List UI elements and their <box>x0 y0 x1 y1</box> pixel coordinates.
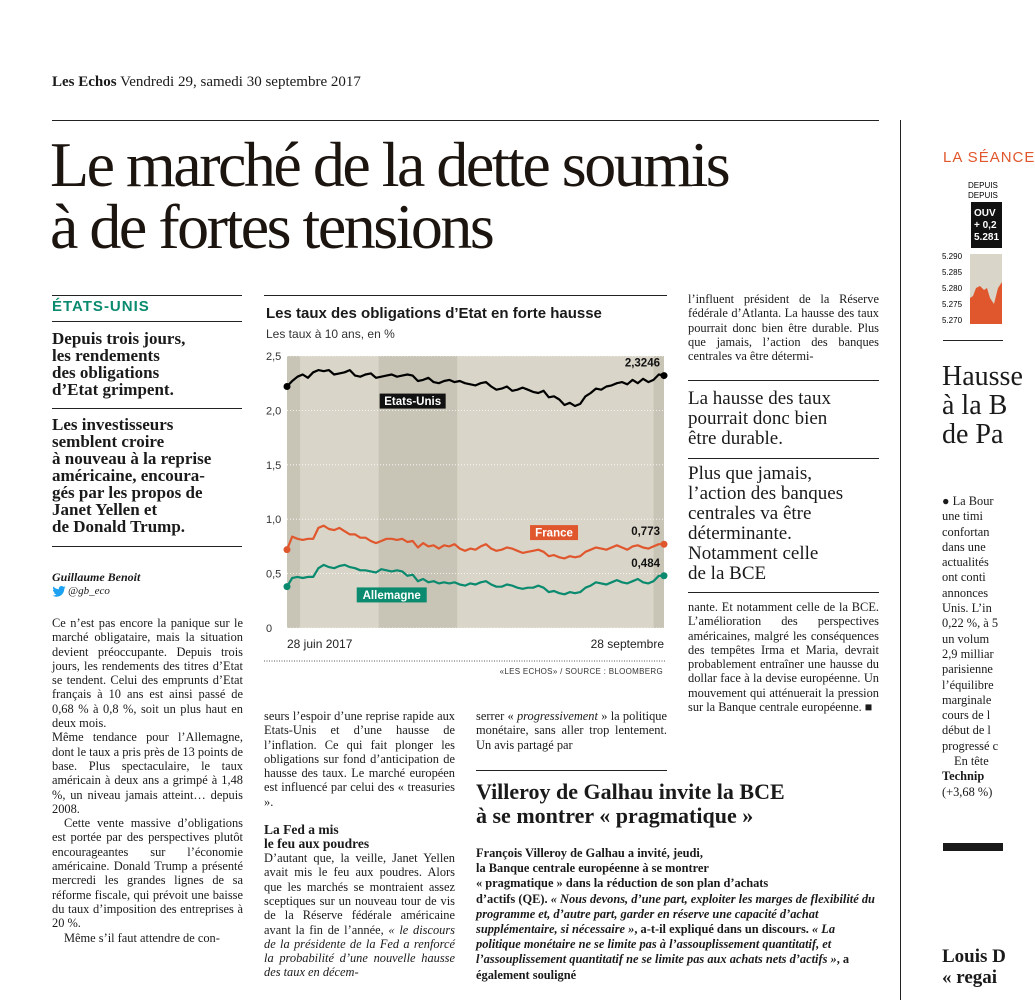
pullquote-line: centrales va être <box>688 503 812 524</box>
article2-body <box>476 846 876 983</box>
article2-headline-line: Villeroy de Galhau invite la BCE <box>476 779 785 804</box>
lead2-line: Janet Yellen et <box>52 500 158 519</box>
lead1-line: des obligations <box>52 363 160 382</box>
right-body-line: 2,9 milliar <box>942 646 994 661</box>
kicker-rule <box>52 295 242 296</box>
right-headline-line: de Pa <box>942 419 1004 450</box>
article-column-1 <box>52 616 243 945</box>
right-headline-line: Hausse <box>942 361 1023 392</box>
article-subhead <box>264 823 455 851</box>
chart-y-tick: 2,0 <box>266 405 282 418</box>
mini-chart-badge-text: OUV <box>974 208 996 219</box>
article-column-3 <box>476 709 667 752</box>
article-column-4-bottom: nante. Et notamment celle de la BCE. L’amélioration des perspectives américaines, malgré les conséquences des tempêtes Irma et Maria, devrait probablement entraîner une hausse du dollar face à la devise européenne. Un mouvement qui atténuerait la pression sur la Banque centrale européenne. ■ <box>688 600 879 715</box>
paragraph: Cette vente massive d’obligations est portée par des perspectives plutôt encourageantes sur l’économie américaine. Donald Trump a présenté mercredi les grandes lignes de sa réforme fiscale, qui prévoit une baisse du taux d’imposition des entreprises à 20 %. <box>52 816 243 931</box>
article2-headline-line: à se montrer « pragmatique » <box>476 803 754 828</box>
pullquote-line: Plus que jamais, <box>688 463 813 484</box>
article2-quote: « Nous devons, d’une part, exploiter les marges de flexibilité du programme et, d’autre part, garder en réserve une capacité d’achat supplémentaire, si nécessaire » <box>476 891 875 937</box>
mini-chart-tick: 5.270 <box>942 316 963 325</box>
pullquote-rule <box>688 458 879 459</box>
subhead-line: La Fed a mis <box>264 822 339 838</box>
article2-text: , a également souligné <box>476 952 850 982</box>
article2-quote: « La politique monétaire ne se limite pas à l’assouplissement quantitatif, et l’assouplissement quantitatif ne se limite pas aux achats nets d’actifs » <box>476 922 837 967</box>
article2-intro-line: « pragmatique » dans la réduction de son plan d’achats <box>476 876 769 891</box>
publication-name: Les Echos <box>52 74 117 90</box>
paragraph: Même tendance pour l’Allemagne, dont le taux a pris près de 13 points de base. Plus spectaculaire, le taux américain à deux ans a grimpé à 1,48 %, un niveau jamais atteint… depuis 2008. <box>52 730 243 816</box>
paragraph-text: serrer « <box>476 709 514 723</box>
twitter-handle: @gb_eco <box>68 585 110 597</box>
column-divider <box>900 120 901 1000</box>
main-headline <box>50 129 890 262</box>
chart-plot-area <box>287 356 664 628</box>
chart-end-point <box>661 372 668 379</box>
right-column-body <box>942 494 1022 800</box>
right-body-line: marginale <box>942 692 992 707</box>
right-body-line: (+3,68 %) <box>942 784 993 799</box>
lead2-line: gés par les propos de <box>52 483 203 502</box>
lead-paragraph-1 <box>52 330 247 398</box>
right-body-line: Technip <box>942 769 985 784</box>
right-body-line: début de l <box>942 723 991 738</box>
chart-y-tick: 0 <box>266 623 273 635</box>
masthead <box>52 74 361 91</box>
chart-top-rule <box>264 295 667 296</box>
lead2-line: Les investisseurs <box>52 415 174 434</box>
chart-title: Les taux des obligations d’Etat en forte hausse <box>266 305 602 322</box>
mini-chart-tick: 5.275 <box>942 300 963 309</box>
chart-source: «LES ECHOS» / SOURCE : BLOOMBERG <box>499 667 663 676</box>
article-column-4-top: l’influent président de la Réserve fédérale d’Atlanta. La hausse des taux pourrait donc bien être durable. Plus que jamais, l’action des banques centrales va être détermi- <box>688 292 879 364</box>
right-headline2-line: Louis D <box>942 946 1006 967</box>
paragraph: seurs l’espoir d’une reprise rapide aux Etats-Unis et d’une hausse de l’inflation. Ce qui fait plonger les obligations sur fond d’anticipation de hausse des taux. Le marché européen est influencé par celui des « treasuries ». <box>264 709 455 809</box>
chart-start-point <box>284 383 291 390</box>
lead1-line: les rendements <box>52 346 160 365</box>
lead2-line: de Donald Trump. <box>52 517 186 536</box>
lead2-line: à nouveau à la reprise <box>52 449 212 468</box>
pullquote-line: l’action des banques <box>688 483 844 504</box>
right-body-line: dans une <box>942 539 986 554</box>
pullquote-line: de la BCE <box>688 563 767 584</box>
chart-end-point <box>661 541 668 548</box>
right-column-headline <box>942 362 1023 449</box>
top-rule <box>52 120 879 121</box>
headline-line-1: Le marché de la dette soumis <box>50 129 729 200</box>
mini-chart-badge-text: 5.281 <box>974 232 1000 243</box>
market-session-label: LA SÉANCE <box>943 149 1035 166</box>
headline-line-2: à de fortes tensions <box>50 191 493 262</box>
kicker-rule-bottom <box>52 321 242 322</box>
paragraph-text: » la politique monétaire, sans aller trop lentement. Un avis partagé par <box>476 709 667 752</box>
article2-text: , a-t-il expliqué dans un discours. <box>634 922 809 937</box>
mini-chart-tick: 5.290 <box>942 252 963 261</box>
chart-start-point <box>284 583 291 590</box>
right-body-line: un volum <box>942 631 990 646</box>
right-body-line: parisienne <box>942 662 993 677</box>
author-twitter[interactable] <box>52 585 110 597</box>
pullquote-line: être durable. <box>688 428 783 449</box>
article2-rule <box>476 770 667 771</box>
chart-end-label: 2,3246 <box>624 357 660 370</box>
right-body-line: progressé c <box>942 738 999 753</box>
pullquote-line: La hausse des taux <box>688 388 831 409</box>
pullquote-line: pourrait donc bien <box>688 408 828 429</box>
twitter-bird-icon <box>52 586 66 597</box>
pullquote-rule <box>688 592 879 593</box>
article2-intro-line: d’actifs (QE). <box>476 891 548 906</box>
right-column-bar <box>943 843 1003 851</box>
right-body-line: ● La Bour <box>942 494 994 508</box>
chart-y-tick: 2,5 <box>266 351 282 363</box>
paragraph-text: D’autant que, la veille, Janet Yellen avait mis le feu aux poudres. Alors que les marchés se montraient assez sceptiques sur un nouveau tour de vis de la Réserve fédérale américaine avant la fin de l’année, <box>264 851 455 937</box>
chart-shaded-band <box>654 356 664 628</box>
paragraph-italic: progressivement <box>516 709 598 723</box>
article2-headline <box>476 780 896 828</box>
lead1-line: d’Etat grimpent. <box>52 380 174 399</box>
mini-chart-badge-text: + 0,2 <box>974 220 997 231</box>
chart-end-point <box>661 572 668 579</box>
right-column-headline-2 <box>942 946 1006 988</box>
paragraph: Même s’il faut attendre de con- <box>64 930 220 945</box>
right-body-line: une timi <box>942 509 983 524</box>
right-body-line: Unis. L’in <box>942 601 992 616</box>
section-kicker: ÉTATS-UNIS <box>52 298 150 315</box>
right-headline-line: à la B <box>942 390 1008 421</box>
chart-x-end-label: 28 septembre <box>590 637 664 651</box>
pullquote-2 <box>688 464 879 584</box>
chart-x-start-label: 28 juin 2017 <box>287 637 353 651</box>
paragraph-quote: « le discours de la présidente de la Fed a renforcé la probabilité d’une nouvelle hausse des taux en décem- <box>264 922 455 980</box>
mini-chart-tick: 5.285 <box>942 268 963 277</box>
lead2-line: américaine, encoura- <box>52 466 205 485</box>
chart-start-point <box>284 546 291 553</box>
lead-paragraph-2 <box>52 416 247 535</box>
lead2-line: semblent croire <box>52 432 165 451</box>
mini-chart-caption: DEPUIS <box>968 181 998 190</box>
lead-separator-bottom <box>52 546 242 547</box>
mini-chart-caption: DEPUIS <box>968 191 998 200</box>
chart-series-label: Allemagne <box>362 589 421 602</box>
right-body-line: cours de l <box>942 708 991 723</box>
chart-series-label: Etats-Unis <box>384 396 442 409</box>
article-column-2 <box>264 709 455 980</box>
right-column-rule <box>943 340 1003 341</box>
pullquote-1 <box>688 389 879 449</box>
right-body-line: ont conti <box>942 570 986 585</box>
paragraph: Ce n’est pas encore la panique sur le marché obligataire, mais la situation devient préoccupante. Depuis trois jours, les rendements des titres d’Etat se tendent. Celui des emprunts d’Etat français à 10 ans est ainsi passé de 0,68 % à 0,8 %, soit un plus haut en deux mois. <box>52 616 243 731</box>
lead1-line: Depuis trois jours, <box>52 329 186 348</box>
pullquote-rule <box>688 380 879 381</box>
bond-yield-chart <box>264 340 668 665</box>
right-body-line: actualités <box>942 555 989 570</box>
chart-y-tick: 1,0 <box>266 514 282 527</box>
chart-y-tick: 1,5 <box>266 459 282 472</box>
lead-separator <box>52 408 242 409</box>
chart-series-label: France <box>535 527 573 540</box>
chart-subtitle: Les taux à 10 ans, en % <box>266 327 395 341</box>
right-body-line: 0,22 %, à 5 <box>942 616 999 631</box>
issue-date: Vendredi 29, samedi 30 septembre 2017 <box>120 74 361 90</box>
right-body-line: confortan <box>942 524 990 539</box>
chart-end-label: 0,484 <box>631 557 660 570</box>
right-body-line: En tête <box>954 754 989 769</box>
right-body-line: l’équilibre <box>942 677 994 692</box>
mini-chart-tick: 5.280 <box>942 284 963 293</box>
article2-intro-line: François Villeroy de Galhau a invité, jeudi, <box>476 846 703 860</box>
right-headline2-line: « regai <box>942 967 998 988</box>
pullquote-line: déterminante. <box>688 523 792 544</box>
chart-y-tick: 0,5 <box>266 568 282 581</box>
pullquote-line: Notamment celle <box>688 543 819 564</box>
market-mini-chart <box>940 178 1002 328</box>
article2-intro-line: la Banque centrale européenne à se montrer <box>476 861 709 876</box>
subhead-line: le feu aux poudres <box>264 836 370 852</box>
chart-end-label: 0,773 <box>631 526 660 539</box>
right-body-line: annonces <box>942 585 989 600</box>
author-name: Guillaume Benoit <box>52 570 141 584</box>
